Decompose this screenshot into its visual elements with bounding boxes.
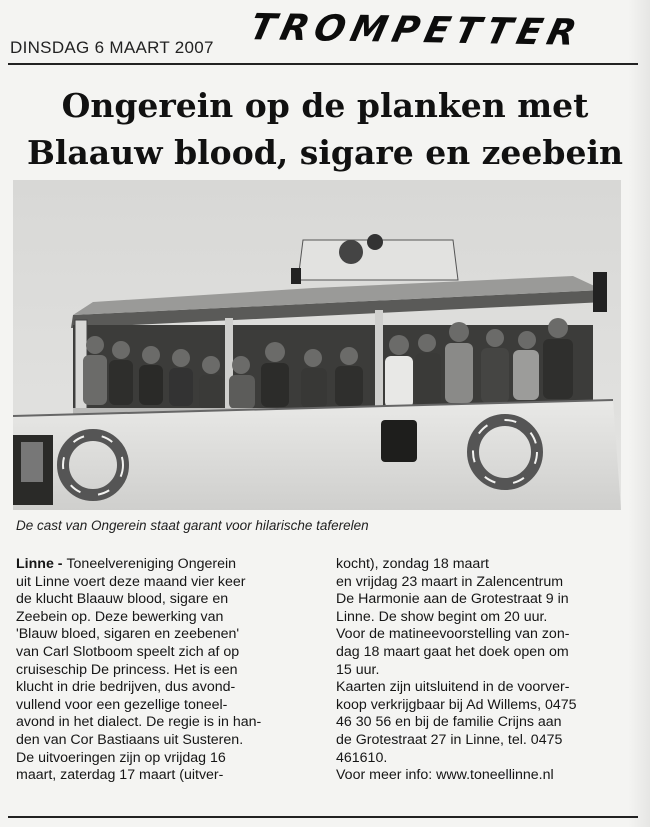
article-line bbox=[16, 750, 314, 768]
article-text: Toneelvereniging Ongerein bbox=[66, 556, 237, 572]
newspaper-masthead: TROMPETTER bbox=[245, 7, 587, 54]
article-line bbox=[16, 767, 314, 785]
article-lead: Linne - bbox=[16, 556, 67, 572]
dateline: DINSDAG 6 MAART 2007 bbox=[10, 38, 214, 57]
article-line bbox=[16, 697, 314, 715]
article-text: 'Blauw bloed, sigaren en zeebenen' bbox=[16, 626, 240, 643]
article-text: Voor de matineevoorstelling van zon- bbox=[336, 626, 570, 643]
article-text: Kaarten zijn uitsluitend in de voorver- bbox=[336, 679, 570, 696]
article-line bbox=[336, 662, 628, 680]
article-headline bbox=[10, 82, 640, 176]
article-text: 46 30 56 en bij de familie Crijns aan bbox=[336, 714, 562, 731]
article-line bbox=[336, 556, 628, 574]
article-line bbox=[16, 626, 314, 644]
article-text: uit Linne voert deze maand vier keer bbox=[16, 573, 246, 590]
article-line bbox=[336, 750, 628, 768]
article-text: de klucht Blaauw blood, sigare en bbox=[16, 591, 229, 608]
header-rule bbox=[8, 63, 638, 65]
article-text: kocht), zondag 18 maart bbox=[336, 556, 489, 572]
article-line bbox=[16, 574, 314, 592]
article-line bbox=[336, 767, 628, 785]
article-line bbox=[16, 732, 314, 750]
article-photo bbox=[13, 180, 621, 510]
headline-line-1: Ongerein op de planken met bbox=[61, 86, 589, 125]
article-text: Linne. De show begint om 20 uur. bbox=[336, 608, 548, 625]
article-line bbox=[336, 644, 628, 662]
article-text: klucht in drie bedrijven, dus avond- bbox=[16, 679, 236, 696]
footer-rule bbox=[8, 816, 638, 818]
article-text: dag 18 maart gaat het doek open om bbox=[336, 643, 569, 660]
article-line bbox=[336, 591, 628, 609]
article-column-1 bbox=[16, 556, 314, 785]
article-line bbox=[336, 679, 628, 697]
boat-cast-photo bbox=[13, 180, 621, 510]
article-line bbox=[16, 662, 314, 680]
article-line bbox=[16, 714, 314, 732]
article-line bbox=[336, 732, 628, 750]
article-text: maart, zaterdag 17 maart (uitver- bbox=[16, 767, 224, 784]
headline-line-2: Blaauw blood, sigare en zeebein bbox=[26, 133, 623, 172]
article-text: vullend voor een gezellige toneel- bbox=[16, 696, 228, 713]
article-text: cruiseschip De princess. Het is een bbox=[16, 661, 238, 678]
article-column-2 bbox=[336, 556, 628, 785]
article-line bbox=[336, 609, 628, 627]
article-line bbox=[336, 714, 628, 732]
article-text: Voor meer info: www.toneellinne.nl bbox=[336, 767, 554, 784]
article-text: De Harmonie aan de Grotestraat 9 in bbox=[336, 591, 569, 608]
article-text: den van Cor Bastiaans uit Susteren. bbox=[16, 731, 244, 748]
article-line bbox=[16, 679, 314, 697]
page-edge-shadow bbox=[628, 0, 650, 827]
article-text: 15 uur. bbox=[336, 661, 380, 678]
article-text: De uitvoeringen zijn op vrijdag 16 bbox=[16, 749, 226, 766]
article-line bbox=[336, 626, 628, 644]
photo-caption: De cast van Ongerein staat garant voor hilarische taferelen bbox=[16, 518, 369, 533]
article-line bbox=[336, 697, 628, 715]
article-text: en vrijdag 23 maart in Zalencentrum bbox=[336, 573, 564, 590]
article-text: 461610. bbox=[336, 749, 388, 766]
article-line bbox=[16, 644, 314, 662]
article-line bbox=[336, 574, 628, 592]
article-text: koop verkrijgbaar bij Ad Willems, 0475 bbox=[336, 696, 577, 713]
article-text: de Grotestraat 27 in Linne, tel. 0475 bbox=[336, 731, 563, 748]
article-line bbox=[16, 591, 314, 609]
article-line bbox=[16, 556, 314, 574]
article-line bbox=[16, 609, 314, 627]
article-text: avond in het dialect. De regie is in han- bbox=[16, 714, 262, 731]
article-text: Zeebein op. Deze bewerking van bbox=[16, 608, 224, 625]
article-text: van Carl Slotboom speelt zich af op bbox=[16, 643, 240, 660]
